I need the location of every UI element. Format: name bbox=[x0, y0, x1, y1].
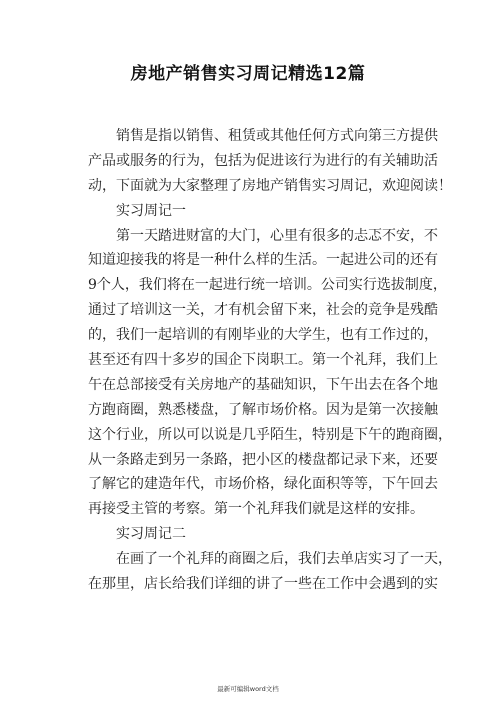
paragraph-line: 甚至还有四十多岁的国企下岗职工。第一个礼拜，我们上 bbox=[88, 352, 438, 369]
paragraph-line: 销售是指以销售、租赁或其他任何方式向第三方提供 bbox=[116, 128, 438, 144]
paragraph-line: 这个行业，所以可以说是几乎陌生，特别是下午的跑商圈， bbox=[88, 426, 452, 443]
paragraph-line: 产品或服务的行为，包括为促进该行为进行的有关辅助活 bbox=[88, 152, 438, 169]
paragraph-line: 了解它的建造年代，市场价格，绿化面积等等，下午回去 bbox=[88, 476, 438, 493]
page-footer: 最新可编辑word文档 bbox=[217, 685, 279, 693]
paragraph-line: 再接受主管的考察。第一个礼拜我们就是这样的安排。 bbox=[88, 501, 424, 518]
section-heading: 实习周记一 bbox=[116, 202, 186, 219]
paragraph-line: 在画了一个礼拜的商圈之后，我们去单店实习了一天， bbox=[116, 551, 452, 568]
paragraph-line: 通过了培训这一关，才有机会留下来，社会的竞争是残酷 bbox=[88, 302, 438, 319]
paragraph-line: 第一天踏进财富的大门，心里有很多的忐忑不安，不 bbox=[116, 227, 438, 244]
section-heading: 实习周记二 bbox=[116, 526, 186, 543]
paragraph-line: 知道迎接我的将是一种什么样的生活。一起进公司的还有 bbox=[88, 252, 438, 269]
paragraph-line: 方跑商圈，熟悉楼盘，了解市场价格。因为是第一次接触 bbox=[88, 401, 438, 418]
paragraph-line: 在那里，店长给我们详细的讲了一些在工作中会遇到的实 bbox=[88, 576, 438, 593]
document-title: 房地产销售实习周记精选12篇 bbox=[130, 64, 366, 84]
paragraph-line: 9个人，我们将在一起进行统一培训。公司实行选拔制度， bbox=[88, 277, 447, 294]
paragraph-line: 动，下面就为大家整理了房地产销售实习周记，欢迎阅读！ bbox=[88, 177, 452, 194]
paragraph-line: 的，我们一起培训的有刚毕业的大学生，也有工作过的， bbox=[88, 327, 438, 344]
paragraph-line: 从一条路走到另一条路，把小区的楼盘都记录下来，还要 bbox=[88, 451, 438, 468]
document-body bbox=[88, 124, 452, 597]
paragraph-line: 午在总部接受有关房地产的基础知识，下午出去在各个地 bbox=[88, 376, 438, 393]
